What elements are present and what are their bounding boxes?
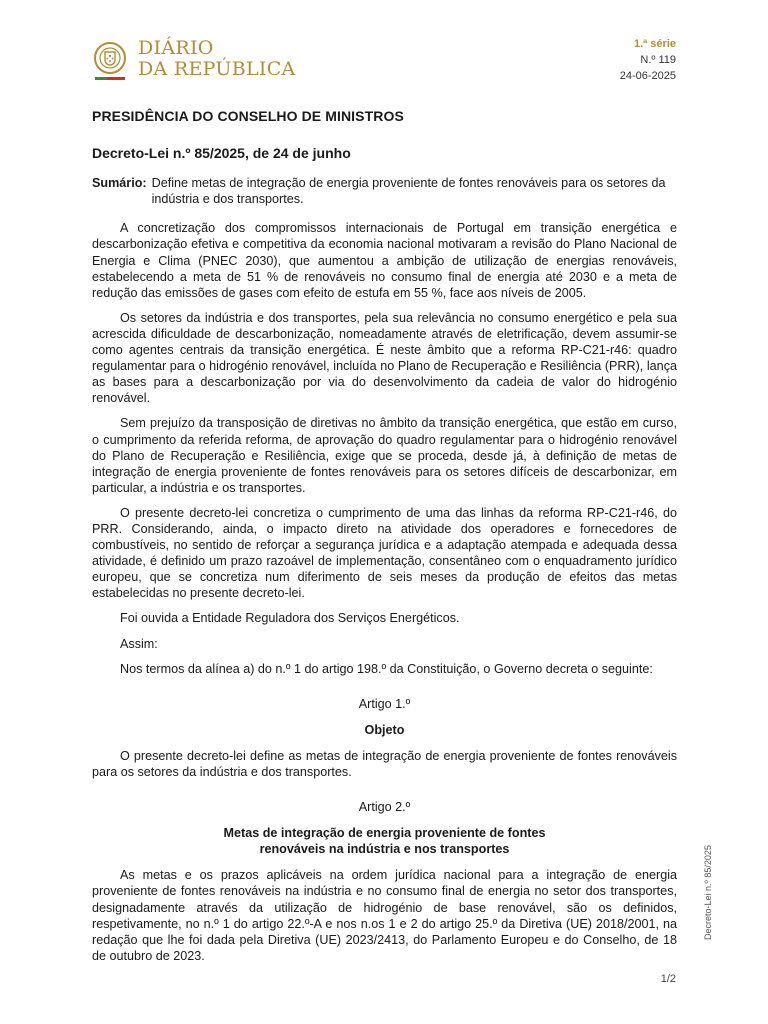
issue-date: 24-06-2025 — [619, 70, 676, 82]
logo-line1: DIÁRIO — [138, 37, 214, 59]
preamble-paragraph: Assim: — [120, 636, 158, 651]
decree-title: Decreto-Lei n.º 85/2025, de 24 de junho — [92, 145, 351, 162]
side-reference: Decreto-Lei n.º 85/2025 — [703, 845, 713, 940]
preamble-paragraph: Os setores da indústria e dos transportes, pela sua relevância no consumo energético e pela sua acrescida dificuldade de descarbonização, nomeadamente através de eletrificação, devem assumir-se como agentes centrais da transição energética. É neste âmbito que a reforma RP-C21-r46: quadro regulamentar para o hidrogénio renovável, incluída no Plano de Recuperação e Resiliência (PRR), lança as bases para a descarbonização por via do desenvolvimento da cadeia de valor do hidrogénio renovável. — [92, 310, 677, 406]
preamble-paragraph: Nos termos da alínea a) do n.º 1 do artigo 198.º da Constituição, o Governo decreta o seguinte: — [120, 661, 653, 676]
preamble-paragraph: A concretização dos compromissos internacionais de Portugal em transição energética e descarbonização efetiva e competitiva da economia nacional motivaram a revisão do Plano Nacional de Energia e Clima (PNEC 2030), que aumentou a ambição de utilização de energias renováveis, estabelecendo a meta de 51 % de renováveis no consumo final de energia até 2030 e a meta de redução das emissões de gases com efeito de estufa em 55 %, face aos níveis de 2005. — [92, 221, 677, 300]
flag-stripe — [95, 77, 125, 80]
issue-number: N.º 119 — [640, 54, 676, 66]
summary-label: Sumário: — [92, 176, 147, 191]
issue-meta — [620, 36, 676, 84]
article-2-number: Artigo 2.º — [358, 800, 411, 815]
logo-line2: DA REPÚBLICA — [138, 58, 296, 80]
ministry-heading: PRESIDÊNCIA DO CONSELHO DE MINISTROS — [92, 108, 404, 124]
article-1-text: O presente decreto-lei define as metas de integração de energia proveniente de fontes renováveis para os setores da indústria e dos transportes. — [92, 748, 677, 779]
page-number: 1/2 — [660, 973, 676, 985]
diario-da-republica-logo[interactable] — [92, 38, 302, 84]
article-1-title: Objeto — [364, 722, 405, 737]
summary-text: Define metas de integração de energia proveniente de fontes renováveis para os setores da indústria e dos transportes. — [151, 176, 666, 207]
summary — [92, 175, 677, 207]
preamble-paragraph: Sem prejuízo da transposição de diretivas no âmbito da transição energética, que estão em curso, o cumprimento da referida reforma, de aprovação do quadro regulamentar para o hidrogénio renovável do Plano de Recuperação e Resiliência, exige que se proceda, desde já, à definição de metas de integração de energia proveniente de fontes renováveis para os setores difíceis de descarbonizar, em particular, a indústria e os transportes. — [92, 416, 677, 495]
republic-emblem-icon — [92, 40, 128, 80]
article-2-text: As metas e os prazos aplicáveis na ordem jurídica nacional para a integração de energia proveniente de fontes renováveis na indústria e no consumo final de energia no setor dos transportes, designadamente através da utilização de hidrogénio de base renovável, são os definidos, respetivamente, no n.º 1 do artigo 22.º-A e nos n.os 1 e 2 do artigo 25.º da Diretiva (UE) 2018/2001, na redação que lhe foi dada pela Diretiva (UE) 2023/2413, do Parlamento Europeu e do Conselho, de 18 de outubro de 2023. — [92, 868, 677, 963]
preamble-paragraph: Foi ouvida a Entidade Reguladora dos Serviços Energéticos. — [120, 611, 460, 626]
document-body — [92, 108, 677, 973]
logo-wordmark — [138, 38, 296, 80]
article-1-number: Artigo 1.º — [358, 696, 411, 711]
article-2-title: Metas de integração de energia proveniente de fontes renováveis na indústria e nos transportes — [223, 826, 546, 857]
preamble-paragraph: O presente decreto-lei concretiza o cumprimento de uma das linhas da reforma RP-C21-r46, do PRR. Considerando, ainda, o impacto direto na atividade dos operadores e fornecedores de combustíveis, no sentido de reforçar a segurança jurídica e a adaptação atempada e adequada dessa atividade, é definido um prazo razoável de implementação, consentâneo com o enquadramento jurídico europeu, que se concretiza num diferimento de seis meses da produção de efeitos das metas estabelecidas no presente decreto-lei. — [92, 505, 677, 601]
series-label: 1.ª série — [634, 38, 676, 50]
